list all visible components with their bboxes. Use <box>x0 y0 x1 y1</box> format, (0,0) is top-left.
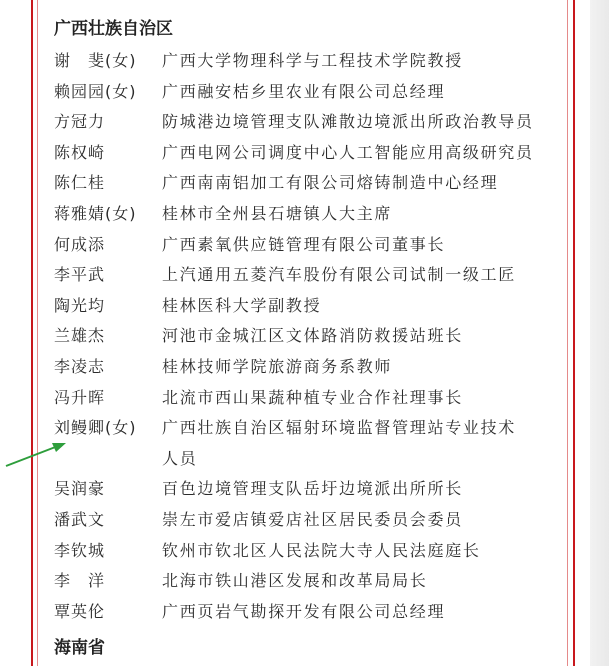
section-title-guangxi: 广西壮族自治区 <box>54 19 173 39</box>
list-item <box>0 538 609 568</box>
member-name: 冯升晖 <box>54 387 106 407</box>
list-item <box>0 293 609 323</box>
member-title: 桂林医科大学副教授 <box>162 295 322 315</box>
member-title: 防城港边境管理支队滩散边境派出所政治教导员 <box>162 112 534 132</box>
member-name: 谢 斐(女) <box>54 51 137 70</box>
member-title: 钦州市钦北区人民法院大寺人民法庭庭长 <box>162 540 481 560</box>
member-name: 李平武 <box>54 265 106 285</box>
list-item <box>0 568 609 598</box>
member-name: 吴润豪 <box>54 479 106 499</box>
member-name: 何成添 <box>54 234 106 254</box>
member-name: 覃英伦 <box>54 601 106 621</box>
member-title: 广西壮族自治区辐射环境监督管理站专业技术 <box>162 418 517 438</box>
member-title: 崇左市爱店镇爱店社区居民委员会委员 <box>162 510 463 529</box>
member-title: 广西大学物理科学与工程技术学院教授 <box>162 51 463 70</box>
member-title: 桂林技师学院旅游商务系教师 <box>162 357 393 376</box>
member-title: 广西电网公司调度中心人工智能应用高级研究员 <box>162 142 534 162</box>
member-title: 河池市金城江区文体路消防救援站班长 <box>162 326 463 346</box>
member-name: 潘武文 <box>54 510 106 529</box>
list-item <box>0 507 609 537</box>
member-title: 上汽通用五菱汽车股份有限公司试制一级工匠 <box>162 265 517 285</box>
list-item <box>0 385 609 415</box>
member-name: 刘鳗卿(女) <box>54 418 137 438</box>
list-item <box>0 599 609 629</box>
member-title: 桂林市全州县石塘镇人大主席 <box>162 204 393 223</box>
list-item <box>0 140 609 170</box>
member-title-continued: 人员 <box>162 449 198 469</box>
member-name: 陈仁桂 <box>54 173 106 193</box>
list-item <box>0 415 609 469</box>
list-item <box>0 109 609 139</box>
member-name: 赖园园(女) <box>54 81 137 101</box>
list-item <box>0 170 609 200</box>
list-item <box>0 79 609 109</box>
member-title: 广西页岩气勘探开发有限公司总经理 <box>162 601 446 621</box>
list-item <box>0 48 609 78</box>
list-item <box>0 323 609 353</box>
member-title: 广西南南铝加工有限公司熔铸制造中心经理 <box>162 173 499 193</box>
list-item <box>0 354 609 384</box>
list-item <box>0 262 609 292</box>
member-name: 兰雄杰 <box>54 326 106 346</box>
member-name: 蒋雅婧(女) <box>54 204 137 223</box>
member-title: 北流市西山果蔬种植专业合作社理事长 <box>162 387 463 407</box>
member-name: 李钦城 <box>54 540 106 560</box>
member-name: 陶光均 <box>54 295 106 315</box>
member-name: 方冠力 <box>54 112 106 132</box>
member-name: 李凌志 <box>54 357 106 376</box>
section-title-hainan: 海南省 <box>54 638 105 658</box>
member-title: 百色边境管理支队岳圩边境派出所所长 <box>162 479 463 499</box>
member-title: 广西融安桔乡里农业有限公司总经理 <box>162 81 446 101</box>
member-name: 李 洋 <box>54 571 106 591</box>
member-title: 广西素氧供应链管理有限公司董事长 <box>162 234 446 254</box>
member-name: 陈权崎 <box>54 142 106 162</box>
list-item <box>0 232 609 262</box>
member-title: 北海市铁山港区发展和改革局局长 <box>162 571 428 591</box>
list-item <box>0 476 609 506</box>
list-item <box>0 201 609 231</box>
